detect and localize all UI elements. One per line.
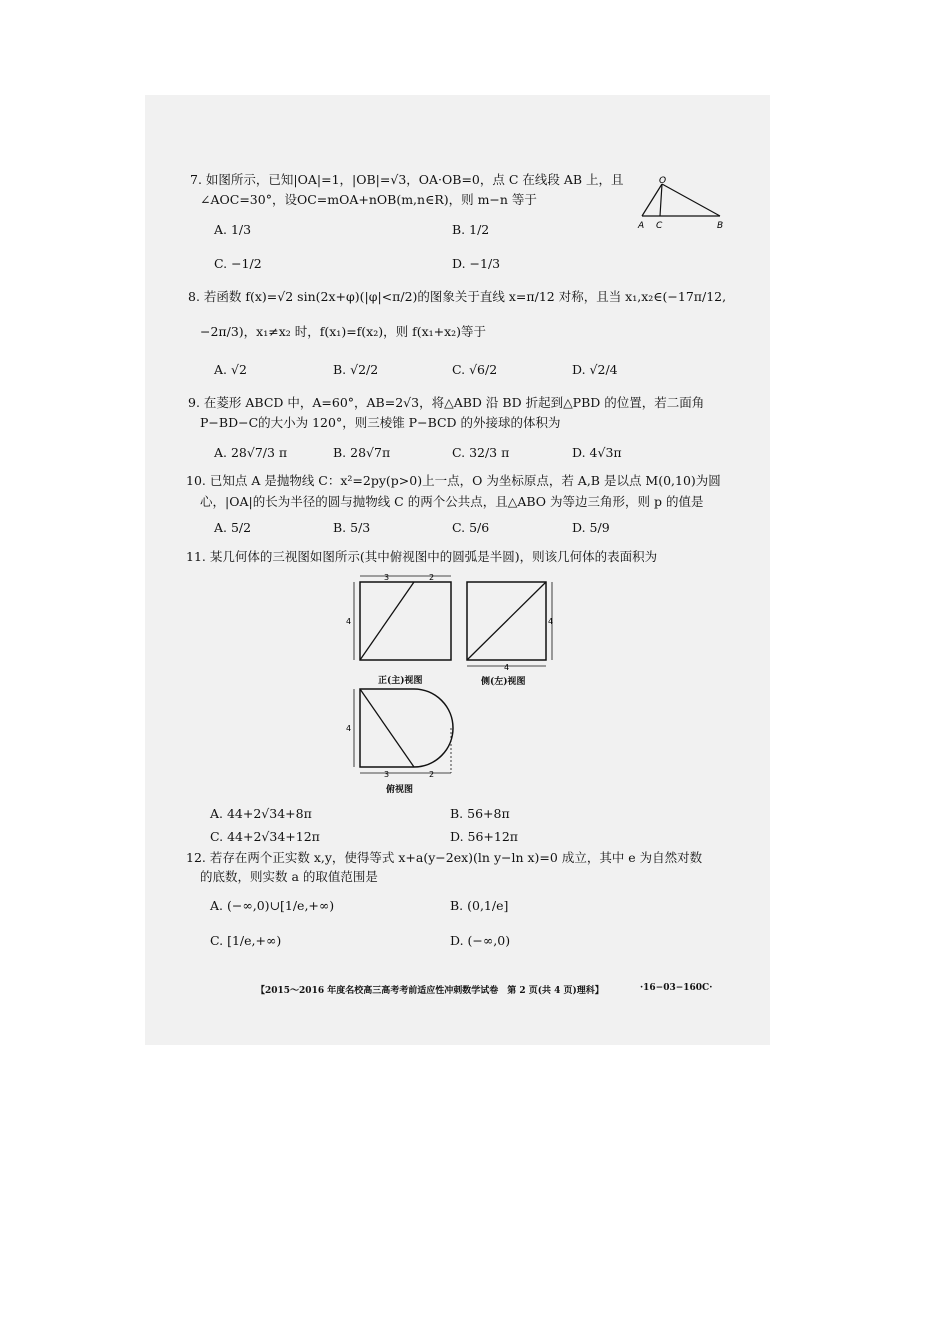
- q7-triangle-figure: [632, 172, 732, 234]
- top-dim-2: 2: [429, 770, 435, 779]
- q9-option-d: D. 4√3π: [572, 445, 622, 460]
- q12-option-d: D. (−∞,0): [450, 933, 511, 948]
- q9-option-b: B. 28√7π: [333, 445, 391, 460]
- front-view: [346, 573, 451, 660]
- q8-option-b: B. √2/2: [333, 362, 379, 377]
- q7-option-c: C. −1/2: [214, 256, 262, 271]
- q10-option-d: D. 5/9: [572, 520, 610, 535]
- q11-line1: 11. 某几何体的三视图如图所示(其中俯视图中的圆弧是半圆)，则该几何体的表面积为: [186, 549, 658, 564]
- q7-line1: 7. 如图所示，已知|OA|=1，|OB|=√3，OA·OB=0，点 C 在线段 AB 上，且: [190, 172, 624, 187]
- q10-option-b: B. 5/3: [333, 520, 371, 535]
- q12-line1: 12. 若存在两个正实数 x,y，使得等式 x+a(y−2ex)(ln y−ln x)=0 成立，其中 e 为自然对数: [186, 850, 703, 865]
- q8-line2: −2π/3)，x₁≠x₂ 时，f(x₁)=f(x₂)，则 f(x₁+x₂)等于: [200, 324, 487, 339]
- q8-option-a: A. √2: [214, 362, 247, 377]
- side-view: [467, 582, 553, 672]
- side-dim-4-height: 4: [548, 617, 554, 626]
- q8-option-d: D. √2/4: [572, 362, 618, 377]
- q12-line2: 的底数，则实数 a 的取值范围是: [200, 869, 378, 884]
- q12-option-c: C. [1/e,+∞): [210, 933, 282, 948]
- q7-label-a: A: [638, 221, 645, 231]
- q10-option-a: A. 5/2: [214, 520, 252, 535]
- q8-option-c: C. √6/2: [452, 362, 498, 377]
- q9-option-c: C. 32/3 π: [452, 445, 510, 460]
- q7-label-o: O: [659, 176, 667, 186]
- q7-option-a: A. 1/3: [214, 222, 252, 237]
- q10-line2: 心，|OA|的长为半径的圆与抛物线 C 的两个公共点，且△ABO 为等边三角形，则 p 的值是: [200, 494, 704, 509]
- page-footer-right: ·16−03−160C·: [640, 983, 713, 993]
- q7-label-c: C: [656, 221, 663, 231]
- q12-option-b: B. (0,1/e]: [450, 898, 509, 913]
- q7-option-b: B. 1/2: [452, 222, 490, 237]
- page-footer-left: 【2015～2016 年度名校高三高考考前适应性冲刺数学试卷 第 2 页(共 4 页)理科】: [256, 986, 604, 996]
- front-dim-2: 2: [429, 573, 435, 582]
- q8-line1: 8. 若函数 f(x)=√2 sin(2x+φ)(|φ|<π/2)的图象关于直线 x=π/12 对称，且当 x₁,x₂∈(−17π/12,: [188, 289, 727, 304]
- q10-line1: 10. 已知点 A 是抛物线 C：x²=2py(p>0)上一点，O 为坐标原点，若 A,B 是以点 M(0,10)为圆: [186, 473, 721, 488]
- q9-line2: P−BD−C的大小为 120°，则三棱锥 P−BCD 的外接球的体积为: [200, 415, 561, 430]
- q11-option-b: B. 56+8π: [450, 806, 510, 821]
- q7-option-d: D. −1/3: [452, 256, 501, 271]
- q10-option-c: C. 5/6: [452, 520, 490, 535]
- side-dim-4-width: 4: [504, 663, 510, 672]
- q9-option-a: A. 28√7/3 π: [214, 445, 288, 460]
- top-dim-3: 3: [384, 770, 390, 779]
- top-view-caption: 俯视图: [386, 785, 414, 795]
- top-view: [346, 689, 453, 779]
- front-dim-3: 3: [384, 573, 390, 582]
- q11-option-d: D. 56+12π: [450, 829, 519, 844]
- q9-line1: 9. 在菱形 ABCD 中，A=60°，AB=2√3，将△ABD 沿 BD 折起到△PBD 的位置，若二面角: [188, 395, 705, 410]
- q7-label-b: B: [717, 221, 724, 231]
- side-view-caption: 侧(左)视图: [481, 677, 526, 687]
- q11-option-a: A. 44+2√34+8π: [210, 806, 312, 821]
- top-dim-4: 4: [346, 724, 352, 733]
- q12-option-a: A. (−∞,0)∪[1/e,+∞): [210, 898, 335, 913]
- q11-option-c: C. 44+2√34+12π: [210, 829, 320, 844]
- q11-three-views-figure: [340, 568, 570, 798]
- front-view-caption: 正(主)视图: [378, 676, 423, 686]
- q7-line2: ∠AOC=30°，设OC=mOA+nOB(m,n∈R)，则 m−n 等于: [200, 192, 537, 207]
- front-dim-4: 4: [346, 617, 352, 626]
